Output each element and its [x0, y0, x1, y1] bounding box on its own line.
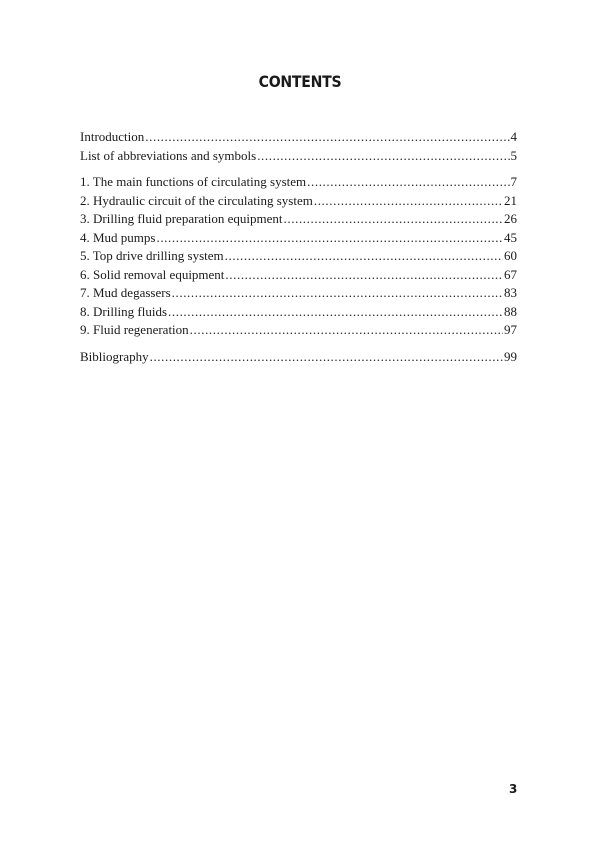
toc-back-matter [80, 348, 517, 367]
toc-entry [80, 303, 517, 322]
toc-entry-page: 67 [504, 266, 517, 282]
toc-entry-page: 5 [510, 147, 517, 163]
toc-entry-label: 2. Hydraulic circuit of the circulating system [80, 192, 313, 208]
toc-entry-page: 99 [504, 348, 517, 364]
toc-dot-leader [225, 247, 503, 266]
toc-entry-page: 7 [510, 174, 517, 189]
toc-entry-page: 83 [504, 285, 517, 300]
toc-entry-label: 8. Drilling fluids [80, 303, 168, 319]
table-of-contents [80, 128, 517, 366]
toc-entry-label: 6. Solid removal equipment [80, 266, 225, 282]
toc-entry-label: 5. Top drive drilling system [80, 248, 224, 263]
toc-dot-leader [307, 173, 509, 192]
toc-entry [80, 128, 517, 147]
toc-entry-label: 9. Fluid regeneration [80, 322, 189, 337]
toc-entry [80, 348, 517, 367]
toc-entry-label: 4. Mud pumps [80, 229, 156, 245]
toc-dot-leader [284, 210, 503, 229]
toc-entry-label: List of abbreviations and symbols [80, 147, 257, 163]
toc-entry-label: 1. The main functions of circulating system [80, 174, 307, 189]
toc-dot-leader [145, 128, 509, 147]
toc-entry [80, 229, 517, 248]
toc-dot-leader [172, 284, 503, 303]
toc-dot-leader [314, 192, 503, 211]
toc-entry-page: 45 [504, 229, 517, 245]
toc-entry [80, 266, 517, 285]
toc-dot-leader [156, 229, 503, 248]
toc-entry [80, 210, 517, 229]
toc-entry-page: 97 [504, 322, 517, 337]
toc-entry-label: Introduction [80, 129, 145, 144]
toc-entry [80, 192, 517, 211]
page-title: CONTENTS [258, 72, 342, 91]
toc-entry [80, 247, 517, 266]
toc-entry-page: 88 [504, 303, 517, 319]
toc-entry [80, 147, 517, 166]
toc-entry-page: 60 [504, 248, 517, 263]
page-number: 3 [509, 782, 518, 796]
toc-entry [80, 284, 517, 303]
toc-entry [80, 321, 517, 340]
toc-entry-label: 7. Mud degassers [80, 285, 171, 300]
toc-chapters [80, 173, 517, 340]
toc-dot-leader [150, 348, 503, 367]
toc-entry-page: 4 [510, 129, 517, 144]
toc-dot-leader [190, 321, 503, 340]
toc-front-matter [80, 128, 517, 165]
toc-dot-leader [257, 147, 509, 166]
toc-entry [80, 173, 517, 192]
toc-dot-leader [168, 303, 503, 322]
toc-dot-leader [225, 266, 503, 285]
toc-entry-page: 21 [504, 192, 517, 208]
toc-entry-label: Bibliography [80, 348, 149, 364]
toc-entry-label: 3. Drilling fluid preparation equipment [80, 211, 283, 226]
toc-entry-page: 26 [504, 211, 517, 226]
